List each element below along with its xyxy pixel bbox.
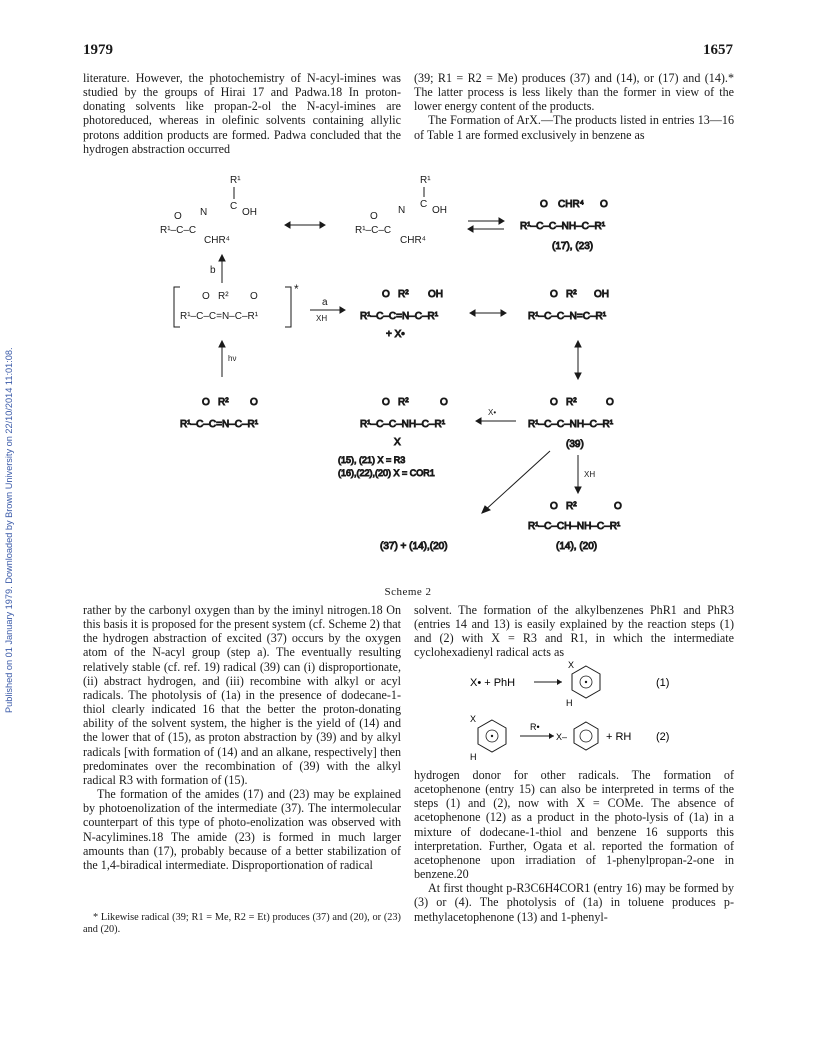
svg-text:R¹–C–C: R¹–C–C — [160, 225, 197, 236]
svg-text:OH: OH — [594, 289, 609, 300]
compound-label: (37) + (14),(20) — [380, 541, 448, 552]
svg-text:N: N — [398, 205, 406, 216]
compound-label: (16),(22),(20) X = COR1 — [338, 468, 435, 478]
equation-2-diagram — [470, 710, 710, 766]
paragraph: hydrogen donor for other radicals. The formation of acetophenone (entry 15) can also be interpreted in terms of the steps (1) and (2), now with X = COMe. The absence of acetophenone (12) as a product in the photo-lysis of (1a) in a mixture of dodecane-1-thiol and benzene 16 supports this interpretation. Further, Ogata et al. reported the formation of acetophenone upon irradiation of 1-phenylpropan-2-one in benzene.20 — [414, 768, 734, 882]
svg-text:CHR⁴: CHR⁴ — [558, 199, 584, 210]
svg-text:X•: X• — [488, 408, 497, 417]
svg-text:O: O — [550, 289, 558, 300]
equilibrium-arrow — [468, 218, 504, 232]
svg-text:R¹–C–C: R¹–C–C — [355, 225, 392, 236]
equation-1-diagram — [470, 656, 710, 712]
svg-text:OH: OH — [242, 207, 257, 218]
left-column-bottom — [83, 603, 401, 872]
svg-text:XH: XH — [316, 314, 328, 323]
svg-text:R¹–C–CH–NH–C–R¹: R¹–C–CH–NH–C–R¹ — [528, 521, 621, 532]
svg-text:H: H — [470, 752, 477, 762]
svg-text:X: X — [394, 437, 401, 448]
svg-text:R²: R² — [218, 397, 229, 408]
svg-text:R²: R² — [398, 397, 409, 408]
svg-text:CHR⁴: CHR⁴ — [400, 235, 426, 246]
structure-amide-17-23 — [520, 199, 608, 252]
svg-text:O: O — [614, 501, 622, 512]
scheme-diagram — [150, 165, 680, 565]
svg-text:O: O — [202, 397, 210, 408]
footnote — [83, 912, 401, 936]
equation-2 — [470, 710, 710, 766]
svg-text:R²: R² — [218, 291, 229, 302]
arrow-hv — [219, 341, 236, 377]
svg-text:O: O — [550, 501, 558, 512]
svg-text:O: O — [540, 199, 548, 210]
svg-text:O: O — [250, 291, 258, 302]
svg-text:R¹–C–C–NH–C–R¹: R¹–C–C–NH–C–R¹ — [528, 419, 614, 430]
svg-text:R¹–C–C=N–C–R¹: R¹–C–C=N–C–R¹ — [180, 419, 259, 430]
svg-text:hν: hν — [228, 354, 237, 363]
paragraph: solvent. The formation of the alkylbenzenes PhR1 and PhR3 (entries 14 and 13) is easily explained by the reaction steps (1) and (2) with X = R3 and R1, in which the intermediate cyclohexadienyl radical acts as — [414, 603, 734, 660]
structure-excited-37 — [174, 282, 299, 327]
svg-text:CHR⁴: CHR⁴ — [204, 235, 230, 246]
left-column-top — [83, 71, 401, 156]
svg-text:O: O — [250, 397, 258, 408]
paragraph: The formation of the amides (17) and (23) may be explained by photoenolization of the intermediate (37). The intermolecular counterpart of this type of photo-enolization was observed with N-acylimines.18 The amide (23) is formed in much larger amounts than (17), probably because of a better stabilization of the 1,4-biradical intermediate. Disproportionation of radical — [83, 787, 401, 872]
right-column-bottom — [414, 603, 734, 660]
svg-text:C: C — [230, 201, 238, 212]
svg-text:R¹–C–C–N=C–R¹: R¹–C–C–N=C–R¹ — [528, 311, 607, 322]
paragraph: literature. However, the photochemistry of N-acyl-imines was studied by the groups of Hirai 17 and Padwa.18 In proton-donating solvents like propan-2-ol the N-acyl-imines are photoreduced, whereas in olefinic solvents containing allylic protons addition products are formed. Padwa concluded that the hydrogen abstraction occurred — [83, 71, 401, 156]
paragraph: (39; R1 = R2 = Me) produces (37) and (14), or (17) and (14).* The latter process is less likely than the former in view of the lower energy content of the products. — [414, 71, 734, 114]
step-label: b — [210, 265, 216, 276]
structure-product-15-16 — [338, 397, 448, 478]
svg-text:X: X — [568, 660, 575, 670]
equation-1 — [470, 656, 710, 712]
scheme-caption: Scheme 2 — [384, 586, 432, 598]
svg-text:O: O — [600, 199, 608, 210]
svg-text:XH: XH — [584, 470, 596, 479]
svg-text:X–: X– — [556, 732, 568, 742]
arrow-disproportionation — [482, 451, 550, 513]
svg-text:R¹: R¹ — [420, 175, 431, 186]
svg-text:O: O — [382, 289, 390, 300]
svg-text:R²: R² — [398, 289, 409, 300]
structure-enol-left — [160, 175, 257, 246]
structure-enol-middle — [355, 175, 447, 246]
svg-text:R¹: R¹ — [230, 175, 241, 186]
svg-text:H: H — [566, 698, 573, 708]
compound-label: (15), (21) X = R3 — [338, 455, 406, 465]
svg-text:R²: R² — [566, 289, 577, 300]
svg-text:R¹–C–C=N–C–R¹: R¹–C–C=N–C–R¹ — [360, 311, 439, 322]
svg-text:C: C — [420, 199, 428, 210]
svg-text:R²: R² — [566, 501, 577, 512]
download-notice: Published on 01 January 1979. Downloaded by Brown University on 22/10/2014 11:01:08. — [4, 347, 14, 713]
paragraph: The Formation of ArX.—The products listed in entries 13—16 of Table 1 are formed exclusively in benzene as — [414, 113, 734, 142]
svg-text:R¹–C–C=N–C–R¹: R¹–C–C=N–C–R¹ — [180, 311, 259, 322]
arrow-equilibrium-vertical — [575, 341, 581, 379]
arrow-a — [310, 297, 345, 323]
right-column-top — [414, 71, 734, 142]
header-page-number: 1657 — [703, 42, 733, 58]
compound-label: (17), (23) — [552, 241, 594, 252]
compound-label: (14), (20) — [556, 541, 598, 552]
svg-text:+ RH: + RH — [606, 731, 632, 743]
svg-text:N: N — [200, 207, 208, 218]
structure-radical-39 — [528, 397, 614, 450]
svg-text:O: O — [382, 397, 390, 408]
resonance-arrow — [470, 310, 506, 316]
svg-text:O: O — [370, 211, 378, 222]
svg-text:R¹–C–C–NH–C–R¹: R¹–C–C–NH–C–R¹ — [360, 419, 446, 430]
svg-text:O: O — [440, 397, 448, 408]
svg-text:*: * — [294, 282, 299, 296]
reaction-scheme — [150, 165, 680, 565]
footnote-text: * Likewise radical (39; R1 = Me, R2 = Et) produces (37) and (20), or (23) and (20). — [83, 912, 401, 935]
structure-radical-enol — [360, 289, 443, 340]
svg-text:O: O — [606, 397, 614, 408]
svg-text:X• + PhH: X• + PhH — [470, 677, 516, 689]
svg-text:OH: OH — [432, 205, 447, 216]
arrow-xh — [575, 455, 595, 493]
svg-text:OH: OH — [428, 289, 443, 300]
svg-text:X: X — [470, 714, 477, 724]
svg-text:R²: R² — [566, 397, 577, 408]
structure-product-14-20 — [528, 501, 622, 552]
structure-37-ground — [180, 397, 259, 430]
svg-text:R•: R• — [530, 722, 540, 732]
arrow-x-recombination — [476, 408, 516, 424]
paragraph: rather by the carbonyl oxygen than by the iminyl nitrogen.18 On this basis it is proposed for the present system (cf. Scheme 2) that the hydrogen abstraction of excited (37) occurs by the oxygen atom of the N-acyl group (step a). The eventually resulting relatively stable (cf. ref. 19) radical (39) can (i) disproportionate, (ii) abstract hydrogen, and (iii) recombine with alkyl or acyl radicals. The photolysis of (1a) in the presence of dodecane-1-thiol clearly indicated 16 that the better the proton-donating ability of the solvent system, the higher is the yield of (14) and the lower that of (15), as proton abstraction by (39) and by alkyl radicals [with formation of (14) and an alkane, respectively] then predominates over the recombination of (39) with the alkyl radical R3 with formation of (15). — [83, 603, 401, 787]
compound-label: (39) — [566, 439, 584, 450]
svg-text:O: O — [550, 397, 558, 408]
svg-text:R¹–C–C–NH–C–R¹: R¹–C–C–NH–C–R¹ — [520, 221, 606, 232]
resonance-arrow — [285, 222, 325, 228]
x-radical-label: + X• — [386, 329, 405, 340]
arrow-b — [210, 255, 225, 283]
svg-text:O: O — [174, 211, 182, 222]
right-column-bottom-cont — [414, 768, 734, 924]
header-year: 1979 — [83, 42, 113, 58]
structure-radical-imine — [528, 289, 609, 322]
svg-text:a: a — [322, 297, 328, 308]
svg-text:(2): (2) — [656, 731, 670, 743]
svg-text:(1): (1) — [656, 677, 670, 689]
svg-text:O: O — [202, 291, 210, 302]
paragraph: At first thought p-R3C6H4COR1 (entry 16) may be formed by (3) or (4). The photolysis of (1a) in toluene produces p-methylacetophenone (13) and 1-phenyl- — [414, 881, 734, 924]
